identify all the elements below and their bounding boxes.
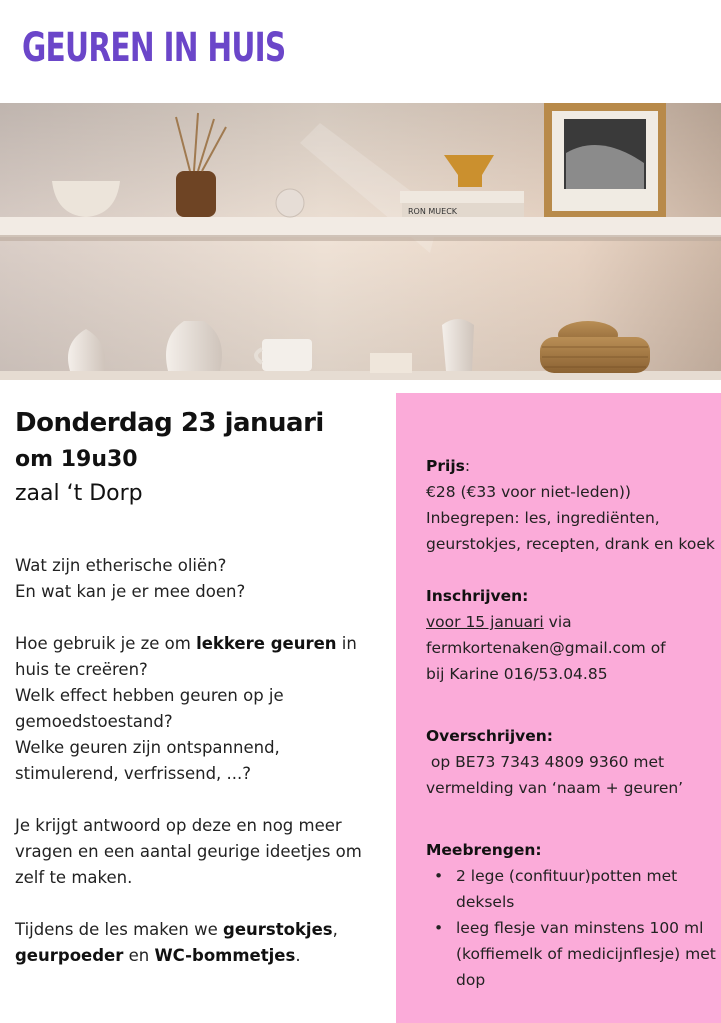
bring-label: Meebrengen:: [426, 841, 542, 859]
make-end: .: [295, 946, 301, 965]
info-panel: [396, 393, 721, 1023]
intro-line-1: Wat zijn etherische oliën?: [15, 556, 227, 575]
bring-list: [426, 863, 716, 993]
make-item-geurstokjes: geurstokjes: [223, 920, 333, 939]
transfer-line-1: op BE73 7343 4809 9360 met: [426, 753, 665, 771]
register-section: [426, 583, 716, 687]
header-photo: [0, 103, 721, 380]
book-spine-label: RON MUECK: [408, 207, 458, 216]
shelf-illustration: [0, 103, 721, 380]
make-paragraph: [15, 917, 385, 969]
transfer-line-2: vermelding van ‘naam + geuren’: [426, 779, 684, 797]
price-included: Inbegrepen: les, ingrediënten, geurstokjes, recepten, drank en koek: [426, 509, 715, 553]
price-amount: €28 (€33 voor niet-leden)): [426, 483, 631, 501]
make-separator: ,: [332, 920, 338, 939]
make-conjunction: en: [123, 946, 155, 965]
price-label: Prijs: [426, 457, 465, 475]
event-time: om 19u30: [15, 447, 138, 472]
event-date: Donderdag 23 januari: [15, 408, 324, 438]
register-label: Inschrijven:: [426, 587, 529, 605]
question-1: [15, 631, 385, 683]
register-email[interactable]: fermkortenaken@gmail.com of: [426, 639, 666, 657]
question-1-text: Hoe gebruik je ze om: [15, 634, 197, 653]
make-item-geurpoeder: geurpoeder: [15, 946, 124, 965]
event-location: zaal ‘t Dorp: [15, 481, 143, 506]
question-1-text-end: in huis te creëren?: [15, 634, 357, 679]
question-3: Welke geuren zijn ontspannend, stimulerend, verfrissend, ...?: [15, 738, 280, 783]
make-text: Tijdens de les maken we: [15, 920, 224, 939]
transfer-section: [426, 723, 716, 801]
question-1-bold: lekkere geuren: [196, 634, 337, 653]
page-title: GEUREN IN HUIS: [22, 25, 286, 71]
register-phone: bij Karine 016/53.04.85: [426, 665, 608, 683]
questions-paragraph: [15, 631, 385, 787]
make-item-wc-bommetjes: WC-bommetjes: [154, 946, 296, 965]
transfer-label: Overschrijven:: [426, 727, 554, 745]
question-2: Welk effect hebben geuren op je gemoedstoestand?: [15, 686, 284, 731]
price-colon: :: [464, 457, 471, 475]
bring-section: [426, 837, 716, 993]
list-item: • 2 lege (confituur)potten met deksels: [426, 863, 716, 915]
register-via: via: [543, 613, 572, 631]
list-item: • leeg flesje van minstens 100 ml (koffiemelk of medicijnflesje) met dop: [426, 915, 716, 993]
price-section: [426, 453, 716, 557]
intro-paragraph: [15, 553, 385, 605]
register-deadline: voor 15 januari: [426, 613, 544, 631]
intro-line-2: En wat kan je er mee doen?: [15, 582, 246, 601]
event-description: [15, 405, 385, 969]
answer-paragraph: Je krijgt antwoord op deze en nog meer vragen en een aantal geurige ideetjes om zelf te maken.: [15, 816, 362, 887]
